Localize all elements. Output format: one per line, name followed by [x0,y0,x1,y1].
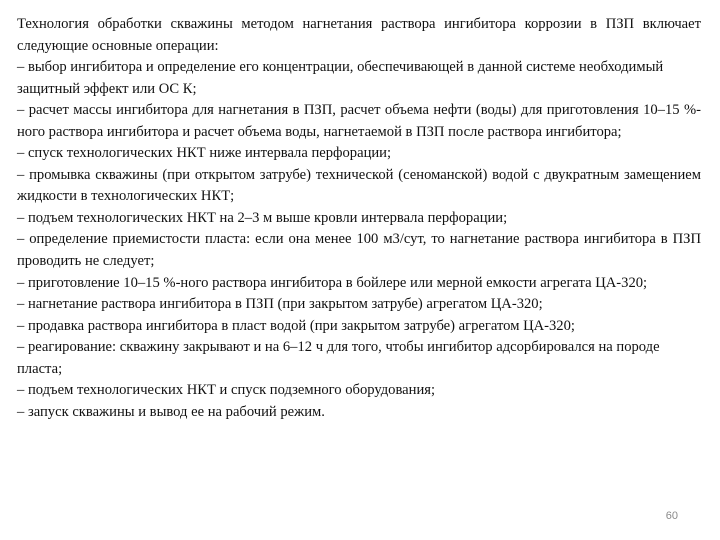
document-body [17,14,701,423]
page-number: 60 [665,510,678,522]
list-item: – промывка скважины (при открытом затрубе) технической (сеноманской) водой с двукратным замещением жидкости в технологических НКТ; [17,166,701,205]
list-item: – подъем технологических НКТ на 2–3 м выше кровли интервала перфорации; [17,209,508,226]
list-item: – реагирование: скважину закрывают и на 6–12 ч для того, чтобы ингибитор адсорбировался на породе пласта; [17,339,660,377]
list-item: – расчет массы ингибитора для нагнетания в ПЗП, расчет объема нефти (воды) для приготовления 10–15 %-ного раствора ингибитора и расчет объема воды, нагнетаемой в ПЗП после раствора ингибитора; [17,102,701,140]
list-item: – нагнетание раствора ингибитора в ПЗП (при закрытом затрубе) агрегатом ЦА-320; [17,296,543,313]
list-item: – выбор ингибитора и определение его концентрации, обеспечивающей в данной системе необходимый защитный эффект или ОС К; [17,59,664,97]
list-item: – приготовление 10–15 %-ного раствора ингибитора в бойлере или мерной емкости агрегата ЦА-320; [17,274,648,291]
list-item: – определение приемистости пласта: если она менее 100 м3/сут, то нагнетание раствора ингибитора в ПЗП проводить не следует; [17,231,701,270]
list-item: – подъем технологических НКТ и спуск подземного оборудования; [17,382,436,399]
intro-paragraph: Технология обработки скважины методом нагнетания раствора ингибитора коррозии в ПЗП включает следующие основные операции: [17,16,701,54]
list-item: – продавка раствора ингибитора в пласт водой (при закрытом затрубе) агрегатом ЦА-320; [17,317,575,334]
list-item: – спуск технологических НКТ ниже интервала перфорации; [17,145,392,162]
list-item: – запуск скважины и вывод ее на рабочий режим. [17,403,325,420]
